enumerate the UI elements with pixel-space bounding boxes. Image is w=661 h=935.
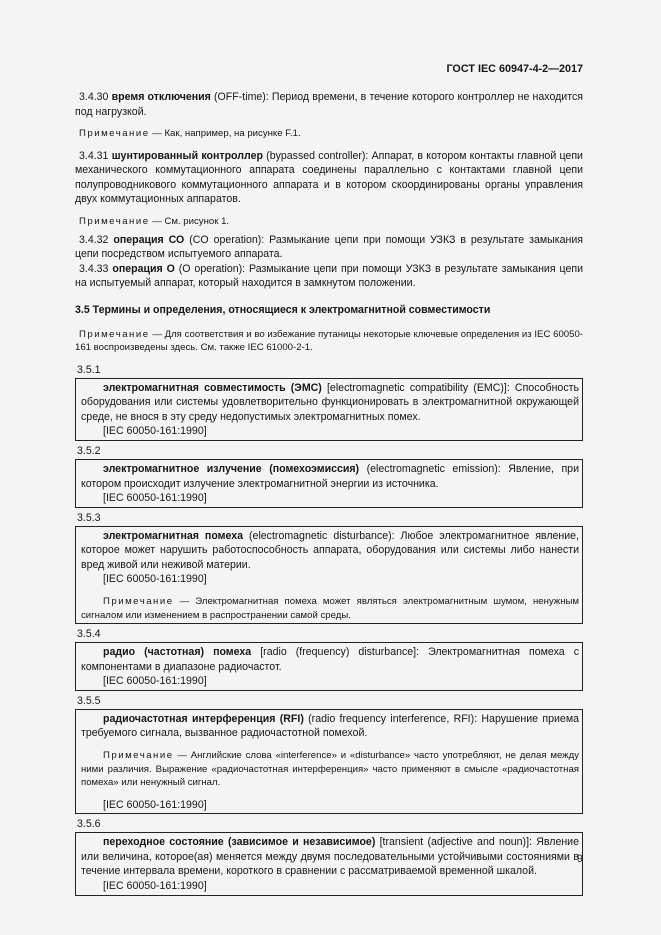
term-note: [81, 749, 579, 790]
section-note: [75, 328, 583, 355]
term-box-3-5-3: [75, 526, 583, 624]
term-definition: [81, 835, 579, 879]
note-text: — Электромагнитная помеха может являться электромагнитным шумом, ненужным сигналом или изменением в распространении самой среды.: [81, 596, 579, 621]
term-name: переходное состояние (зависимое и независимое): [103, 836, 376, 849]
term-name: радио (частотная) помеха: [103, 646, 252, 659]
note-text: — Как, например, на рисунке F.1.: [149, 128, 301, 140]
content: [75, 90, 583, 899]
term-box-3-5-6: [75, 832, 583, 895]
note-label: Примечание: [79, 328, 150, 340]
clause-term: шунтированный контроллер: [111, 149, 263, 162]
clause-3-4-30: [75, 90, 583, 119]
term-reference: [IEC 60050-161:1990]: [103, 798, 207, 811]
clause-term: операция О: [112, 262, 175, 275]
term-reference: [IEC 60050-161:1990]: [103, 425, 207, 438]
note-label: Примечание: [79, 216, 150, 228]
term-number: 3.5.4: [77, 628, 101, 641]
term-box-3-5-2: [75, 459, 583, 508]
term-text: (electromagnetic emission): Явление, при котором происходит излучение электромагнитной энергии из источника.: [81, 462, 579, 490]
term-box-3-5-5: [75, 709, 583, 814]
term-definition: [81, 529, 579, 573]
clause-number: 3.4.30: [79, 91, 109, 103]
term-text: [radio (frequency) disturbance]: Электромагнитная помеха с компонентами в диапазоне радиочастот.: [81, 646, 579, 673]
term-number: 3.5.5: [77, 694, 101, 707]
clause-number: 3.4.33: [79, 262, 109, 275]
clause-3-4-31: [75, 149, 583, 207]
clause-3-4-32: [75, 233, 583, 262]
term-text: (radio frequency interference, RFI): Нарушение приема требуемого сигнала, вызванное радиочастотной помехой.: [81, 712, 579, 740]
term-definition: [81, 712, 579, 741]
note-label: Примечание: [103, 596, 174, 608]
term-reference: [IEC 60050-161:1990]: [103, 492, 207, 505]
note-text: — Английские слова «interference» и «disturbance» часто употребляют, не делая между ними различия. Выражение «радиочастотная интерференция» часто применяют в смысле «радиочастотная помеха» или ненужный сигнал.: [81, 750, 579, 789]
note-text: — Для соответствия и во избежание путаницы некоторые ключевые определения из IEC 60050-161 воспроизведены здесь. См. также IEC 61000-2-1.: [75, 328, 583, 354]
term-box-3-5-1: [75, 378, 583, 441]
term-number: 3.5.3: [77, 511, 101, 524]
term-name: электромагнитная совместимость (ЭМС): [103, 381, 322, 394]
clause-term: операция СО: [113, 233, 185, 246]
term-reference: [IEC 60050-161:1990]: [103, 879, 207, 892]
note-3-4-30: [75, 127, 583, 141]
term-name: радиочастотная интерференция (RFI): [103, 712, 304, 725]
clause-definition: (CO operation): Размыкание цепи при помощи УЗКЗ в результате замыкания цепи посредством испытуемого аппарата.: [75, 233, 583, 261]
clause-number: 3.4.32: [79, 233, 109, 246]
term-name: электромагнитное излучение (помехоэмиссия): [103, 462, 360, 475]
clause-definition: (O operation): Размыкание цепи при помощи УЗКЗ в результате замыкания цепи на испытуемый аппарат, который находится в замкнутом положении.: [75, 262, 583, 290]
term-number: 3.5.1: [77, 363, 101, 376]
term-box-3-5-4: [75, 642, 583, 691]
term-definition: [81, 645, 579, 674]
clause-3-4-33: [75, 262, 583, 291]
term-reference: [IEC 60050-161:1990]: [103, 573, 207, 586]
term-number: 3.5.6: [77, 818, 101, 831]
note-text: — См. рисунок 1.: [149, 216, 230, 228]
term-name: электромагнитная помеха: [103, 529, 244, 542]
note-label: Примечание: [103, 750, 174, 762]
term-reference: [IEC 60050-161:1990]: [103, 675, 207, 688]
term-definition: [81, 462, 579, 491]
note-3-4-31: [75, 215, 583, 229]
clause-definition: (bypassed controller): Аппарат, в котором контакты главной цепи механического коммутационного аппарата соединены параллельно с контактами главной цепи полупроводникового коммутационного аппарата и в котором скоординированы органы управления двух коммутационных аппаратов.: [75, 149, 583, 206]
term-text: [transient (adjective and noun)]: Явление или величина, которое(ая) меняется между двумя последовательными устойчивыми состояниями в течение интервала времени, короткого в сравнении с рассматриваемой временной шкалой.: [81, 836, 579, 878]
page-number: 9: [577, 853, 583, 865]
clause-term: время отключения: [111, 91, 211, 103]
term-text: [electromagnetic compatibility (EMC)]: Способность оборудования или системы удовлетворительно функционировать в электромагнитной окружающей среде, не внося в эту среду недопустимых электромагнитных помех.: [81, 381, 579, 423]
section-heading: 3.5 Термины и определения, относящиеся к электромагнитной совместимости: [75, 303, 491, 316]
document-header: ГОСТ IEC 60947-4-2—2017: [446, 63, 583, 75]
clause-definition: (OFF-time): Период времени, в течение которого контроллер не находится под нагрузкой.: [75, 91, 583, 118]
term-definition: [81, 381, 579, 425]
clause-number: 3.4.31: [79, 149, 109, 162]
term-number: 3.5.2: [77, 444, 101, 457]
note-label: Примечание: [79, 128, 150, 140]
term-note: [81, 595, 579, 622]
term-text: (electromagnetic disturbance): Любое электромагнитное явление, которое может нарушить работоспособность аппарата, оборудования или системы либо нанести вред живой или неживой материи.: [81, 529, 579, 571]
